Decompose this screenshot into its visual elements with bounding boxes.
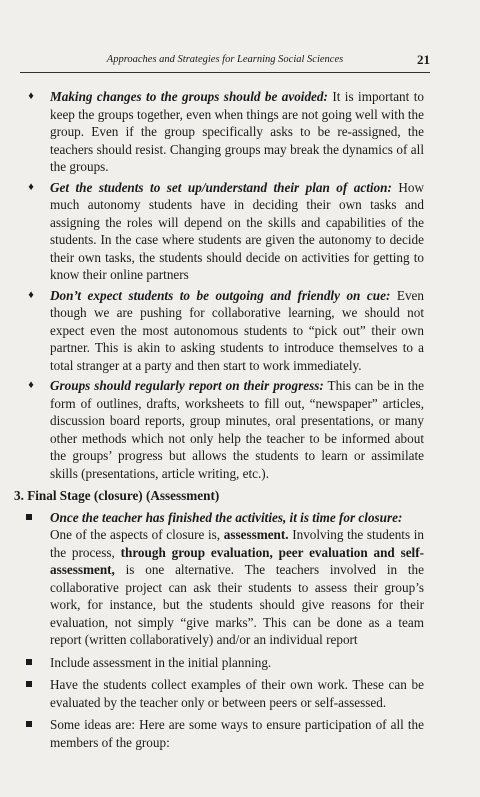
list-item [14, 716, 424, 751]
section-heading: 3. Final Stage (closure) (Assessment) [14, 488, 220, 503]
square-bullet-icon [26, 681, 32, 687]
list-item [14, 179, 424, 284]
page-number: 21 [417, 52, 430, 67]
page-content [14, 88, 424, 756]
item-body: Even though we are pushing for collaborative learning, we should not expect even the most autonomous students to “pick out” their own partner. This is akin to asking students to introduce themselves to a total stranger at a party and then start to work immediately. [50, 287, 424, 373]
item-emphasis: through group evaluation, peer evaluation and self-assessment, [50, 544, 425, 577]
list-item [14, 377, 424, 482]
square-bullet-icon [26, 514, 32, 520]
diamond-bullet-icon: ♦ [28, 379, 34, 391]
item-body: It is important to keep the groups together, even when things are not going well with the group. Even if the group specifically asks to be re-assigned, the teachers should resist. Changing groups may break the dynamics of all the groups. [50, 89, 424, 174]
item-body: Include assessment in the initial planning. [50, 654, 272, 670]
list-item [14, 676, 424, 711]
item-lead: Once the teacher has finished the activities, it is time for closure: [50, 509, 403, 525]
item-body-text: Involving the students in the process, [50, 527, 424, 560]
item-body: Some ideas are: Here are some ways to ensure participation of all the members of the group: [50, 717, 424, 750]
item-lead: Get the students to set up/understand their plan of action: [50, 179, 392, 195]
diamond-bullet-icon: ♦ [28, 180, 34, 193]
square-bullet-icon [26, 721, 32, 727]
item-body: How much autonomy students have in deciding their own tasks and assigning the roles will depend on the skills and capabilities of the students. In the case where students are given the autonomy to decide their own tasks, the students should decide on activities for getting to know their online partners [50, 179, 424, 282]
item-body: This can be in the form of outlines, drafts, worksheets to fill out, “newspaper” articles, discussion board reports, group minutes, oral presentations, or many other methods which not only help the teacher to be informed about the groups’ progress but allows the students to learn or assimilate skills (presentations, article writing, etc.). [50, 378, 424, 481]
running-title: Approaches and Strategies for Learning Social Sciences [106, 54, 344, 65]
list-item [14, 654, 424, 672]
list-item [14, 287, 424, 375]
running-header [20, 52, 430, 73]
item-body-text: One of the aspects of closure is, [50, 527, 224, 542]
item-body-text: is one alternative. The teachers involved in the collaborative project can ask their students to assess their group’s work, for instance, but the students should give reasons for their evaluation, not simply “give marks”. This can be done as a team report (written collaboratively) and/or an individual report [50, 562, 424, 647]
square-bullet-icon [26, 659, 32, 665]
item-lead: Making changes to the groups should be avoided: [50, 89, 328, 104]
list-item [14, 88, 424, 176]
diamond-bullet-icon: ♦ [28, 288, 34, 301]
item-emphasis: assessment. [223, 527, 289, 542]
item-lead: Groups should regularly report on their progress: [50, 378, 324, 393]
list-item [14, 509, 424, 649]
item-body: Have the students collect examples of their own work. These can be evaluated by the teacher only or between peers or self-assessed. [50, 677, 424, 710]
diamond-bullet-icon: ♦ [28, 90, 34, 102]
item-lead: Don’t expect students to be outgoing and friendly on cue: [50, 287, 391, 303]
